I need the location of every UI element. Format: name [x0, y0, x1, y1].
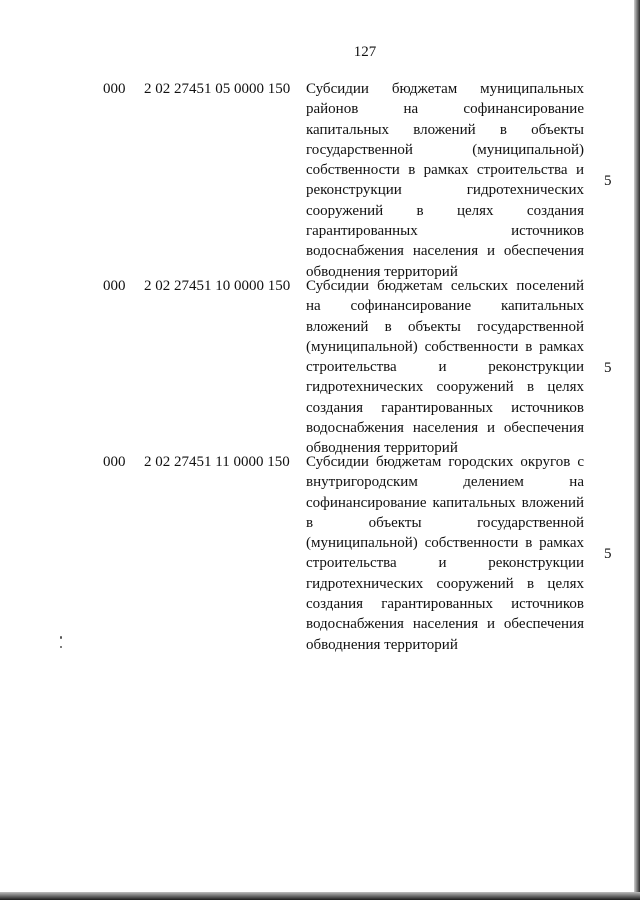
- value-cell: 5: [604, 173, 612, 189]
- scan-edge-bottom: [0, 892, 640, 900]
- budget-classification-code: 2 02 27451 05 0000 150: [144, 81, 291, 97]
- scan-speck: [60, 636, 62, 639]
- page-number: 127: [353, 44, 377, 60]
- value-cell: 5: [604, 546, 612, 562]
- revenue-name: Субсидии бюджетам сельских поселений на софинансирование капитальных вложений в объекты государственной (муниципальной) собственности в рамках строительства и реконструкции гидротехнических сооружений в целях создания гарантированных источников водоснабжения населения и обеспечения обводнения территорий: [306, 278, 584, 457]
- admin-code: 000: [103, 81, 126, 97]
- value-cell: 5: [604, 360, 612, 376]
- scan-edge-right: [634, 0, 640, 900]
- table-row: [0, 276, 640, 457]
- revenue-name: Субсидии бюджетам городских округов с внутригородским делением на софинансирование капитальных вложений в объекты государственной (муниципальной) собственности в рамках строительства и реконструкции гидротехнических сооружений в целях создания гарантированных источников водоснабжения населения и обеспечения обводнения территорий: [306, 454, 584, 653]
- revenue-name: Субсидии бюджетам муниципальных районов на софинансирование капитальных вложений в объекты государственной (муниципальной) собственности в рамках строительства и реконструкции гидротехнических сооружений в целях создания гарантированных источников водоснабжения населения и обеспечения обводнения территорий: [306, 81, 584, 280]
- admin-code: 000: [103, 278, 126, 294]
- table-row: [0, 452, 640, 652]
- budget-classification-code: 2 02 27451 10 0000 150: [144, 278, 291, 294]
- table-row: [0, 79, 640, 280]
- budget-classification-code: 2 02 27451 11 0000 150: [144, 454, 290, 470]
- scan-speck: [60, 646, 62, 648]
- admin-code: 000: [103, 454, 126, 470]
